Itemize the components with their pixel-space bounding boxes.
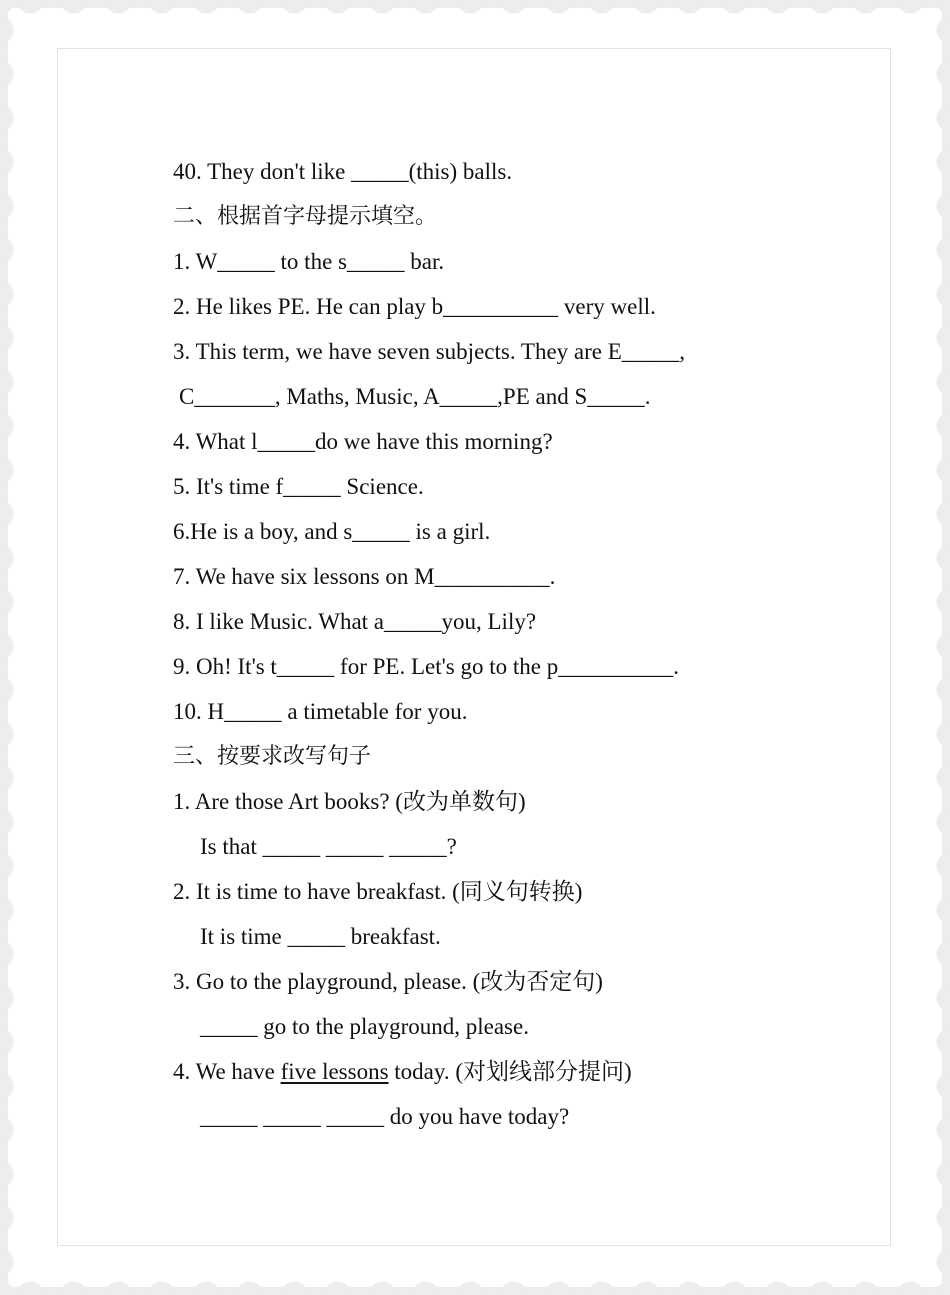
exercise-line: 6.He is a boy, and s_____ is a girl. (173, 519, 491, 544)
stamp-edge-left (0, 8, 18, 1287)
exercise-line: 1. Are those Art books? (改为单数句) (173, 789, 526, 814)
exercise-line: 2. He likes PE. He can play b__________ very well. (173, 294, 656, 319)
exercise-line: 40. They don't like _____(this) balls. (173, 159, 513, 184)
exercise-line: 4. What l_____do we have this morning? (173, 429, 553, 454)
section-heading: 二、根据首字母提示填空。 (173, 204, 438, 229)
exercise-line: 2. It is time to have breakfast. (同义句转换) (173, 879, 583, 904)
exercise-line: 5. It's time f_____ Science. (173, 474, 424, 499)
exercise-line: 8. I like Music. What a_____you, Lily? (173, 609, 537, 634)
stamp-edge-top (8, 0, 942, 18)
exercise-line: 7. We have six lessons on M__________. (173, 564, 556, 589)
underlined-phrase: five lessons (280, 1059, 389, 1084)
exercise-line-underlined: 4. We have five lessons today. (对划线部分提问) (173, 1059, 632, 1084)
worksheet-content (173, 152, 793, 1142)
answer-line: _____ _____ _____ do you have today? (200, 1104, 570, 1129)
section-heading: 三、按要求改写句子 (173, 744, 372, 769)
exercise-line: C_______, Maths, Music, A_____,PE and S_____. (179, 384, 651, 409)
exercise-line: 10. H_____ a timetable for you. (173, 699, 468, 724)
answer-line: It is time _____ breakfast. (200, 924, 441, 949)
exercise-line: 3. This term, we have seven subjects. They are E_____, (173, 339, 686, 364)
stamp-edge-right (932, 8, 950, 1287)
answer-line: _____ go to the playground, please. (200, 1014, 529, 1039)
exercise-line: 9. Oh! It's t_____ for PE. Let's go to the p__________. (173, 654, 679, 679)
stamp-edge-bottom (8, 1277, 942, 1295)
exercise-line: 1. W_____ to the s_____ bar. (173, 249, 445, 274)
exercise-line: 3. Go to the playground, please. (改为否定句) (173, 969, 603, 994)
answer-line: Is that _____ _____ _____? (200, 834, 457, 859)
